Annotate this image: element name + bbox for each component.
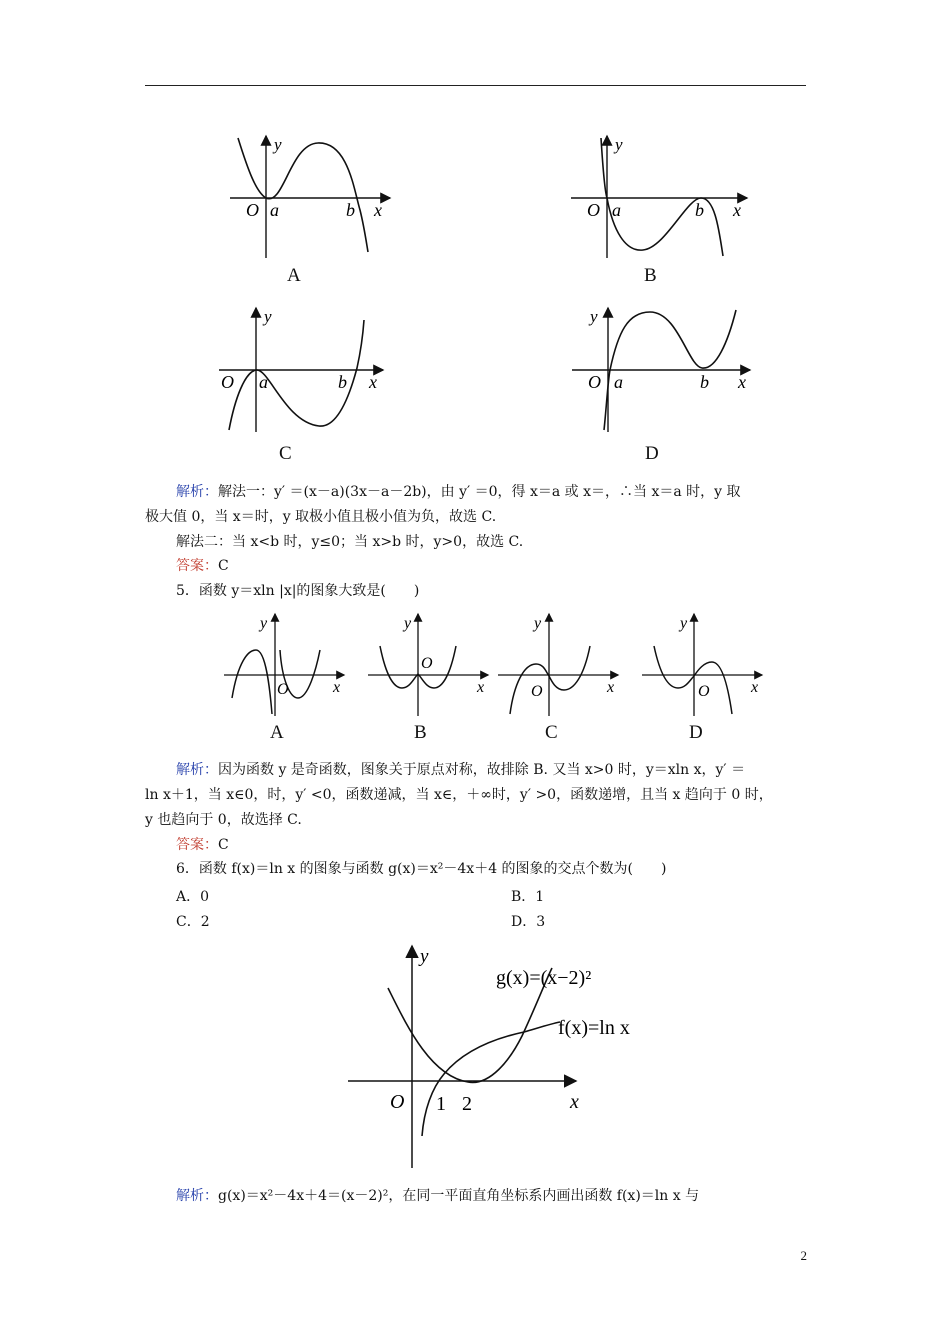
q6-option-a: A．0: [176, 889, 210, 905]
solution-label: 解析：: [176, 762, 218, 778]
origin-label: O: [421, 655, 433, 672]
q5-solution-line3: y 也趋向于 0，故选择 C.: [145, 812, 302, 828]
point-a-label: a: [259, 372, 268, 392]
solution-label: 解析：: [176, 1188, 218, 1204]
q6-option-b: B．1: [511, 889, 545, 905]
x-axis-label: x: [369, 372, 377, 392]
q5-graph-b: [364, 610, 499, 720]
y-axis-label: y: [420, 946, 429, 967]
q5-caption-c: C: [545, 722, 558, 743]
tick-2-label: 2: [462, 1093, 472, 1115]
q4-solution-line1: 解析：解法一：y′ ＝(x－a)(3x－a－2b)，由 y′ ＝0，得 x＝a 或 x＝，∴当 x＝a 时，y 取: [176, 484, 741, 500]
x-axis-label: x: [751, 679, 759, 696]
y-axis-label: y: [260, 615, 268, 632]
y-axis-label: y: [590, 307, 598, 326]
y-axis-label: y: [274, 135, 282, 154]
answer-label: 答案：: [176, 558, 218, 574]
q4-solution-line3: 解法二：当 x<b 时，y≤0；当 x>b 时，y>0，故选 C.: [176, 534, 524, 550]
q5-solution-line1: 解析：因为函数 y 是奇函数，图象关于原点对称，故排除 B. 又当 x>0 时，y＝xln x，y′ ＝: [176, 762, 746, 778]
x-axis-label: x: [333, 679, 341, 696]
point-a-label: a: [612, 200, 621, 220]
q5-graph-a: [220, 610, 355, 720]
y-axis-label: y: [264, 307, 272, 326]
q6-option-d: D．3: [511, 914, 546, 930]
q4-graph-b: [565, 130, 755, 265]
x-axis-label: x: [570, 1091, 579, 1113]
y-axis-label: y: [615, 135, 623, 154]
x-axis-label: x: [733, 200, 741, 220]
q6-option-c: C．2: [176, 914, 210, 930]
q5-solution-line2: ln x＋1，当 x∈0，时，y′ <0，函数递减，当 x∈，＋∞时，y′ >0，函数递增，且当 x 趋向于 0 时，: [145, 787, 773, 803]
q5-answer: 答案：C: [176, 837, 229, 853]
q4-caption-d: D: [645, 443, 659, 464]
point-a-label: a: [614, 372, 623, 392]
y-axis-label: y: [534, 615, 542, 632]
x-axis-label: x: [477, 679, 485, 696]
q4-graph-d: [568, 302, 758, 437]
y-axis-label: y: [404, 615, 412, 632]
origin-label: O: [221, 372, 234, 392]
origin-label: O: [698, 683, 710, 700]
q5-caption-d: D: [689, 722, 703, 743]
q4-graph-c: [213, 302, 393, 437]
q6-solution-line1: 解析：g(x)＝x²－4x＋4＝(x－2)²，在同一平面直角坐标系内画出函数 f(x)＝ln x 与: [176, 1188, 700, 1204]
f-function-label: f(x)=ln x: [558, 1017, 630, 1039]
point-b-label: b: [700, 372, 709, 392]
q6-stem: 6．函数 f(x)＝ln x 的图象与函数 g(x)＝x²－4x＋4 的图象的交点个数为( ): [176, 861, 667, 877]
q5-caption-b: B: [414, 722, 427, 743]
x-axis-label: x: [607, 679, 615, 696]
solution-label: 解析：: [176, 484, 218, 500]
x-axis-label: x: [738, 372, 746, 392]
q5-graph-c: [494, 610, 629, 720]
point-a-label: a: [270, 200, 279, 220]
point-b-label: b: [695, 200, 704, 220]
point-b-label: b: [338, 372, 347, 392]
origin-label: O: [531, 683, 543, 700]
origin-label: O: [246, 200, 259, 220]
q4-caption-b: B: [644, 265, 657, 286]
answer-label: 答案：: [176, 837, 218, 853]
origin-label: O: [277, 681, 289, 698]
q5-stem: 5．函数 y＝xln |x|的图象大致是( ): [176, 583, 420, 599]
origin-label: O: [588, 372, 601, 392]
point-b-label: b: [346, 200, 355, 220]
tick-1-label: 1: [436, 1093, 446, 1115]
x-axis-label: x: [374, 200, 382, 220]
q4-caption-c: C: [279, 443, 292, 464]
page-number: 2: [800, 1248, 807, 1263]
origin-label: O: [390, 1091, 405, 1113]
q4-graph-a: [222, 130, 402, 265]
origin-label: O: [587, 200, 600, 220]
q4-solution-line2: 极大值 0，当 x＝时，y 取极小值且极小值为负，故选 C.: [145, 509, 497, 525]
q4-answer: 答案：C: [176, 558, 229, 574]
q6-graph: [340, 940, 640, 1172]
q5-graph-d: [638, 610, 773, 720]
g-function-label: g(x)=(x−2)²: [496, 967, 592, 989]
header-rule: [145, 85, 806, 86]
q4-caption-a: A: [287, 265, 301, 286]
y-axis-label: y: [680, 615, 688, 632]
q5-caption-a: A: [270, 722, 284, 743]
